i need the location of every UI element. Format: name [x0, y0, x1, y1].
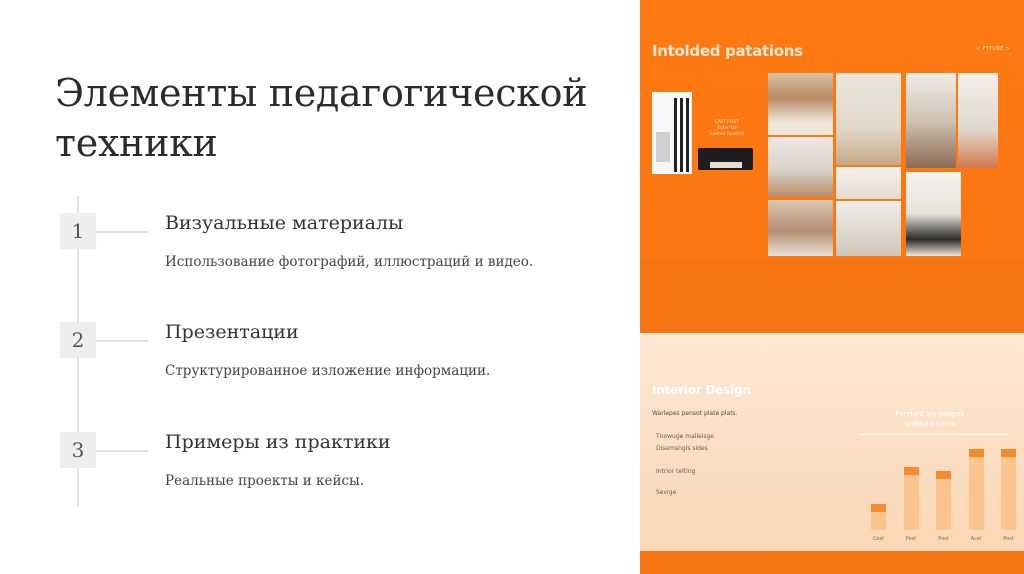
- mockup-list-item: Disemsngls sides: [656, 445, 708, 452]
- chart-rule: [858, 434, 1008, 435]
- chart-category-label: Post: [905, 536, 917, 542]
- step-connector: [96, 450, 148, 452]
- step-description: Реальные проекты и кейсы.: [165, 473, 365, 489]
- page-title: Элементы педагогической техники: [55, 71, 588, 165]
- interior-photo: [768, 137, 833, 197]
- interior-photo: [906, 172, 961, 256]
- mockup-title: Intolded patations: [652, 42, 803, 60]
- chart-bar-cap: [936, 471, 951, 479]
- step-number-badge: 2: [60, 322, 96, 358]
- step-description: Использование фотографий, иллюстраций и видео.: [165, 254, 534, 270]
- illustration-image: [640, 0, 1024, 574]
- chart-category-label: Cost: [872, 536, 885, 542]
- chart-bar-cap: [871, 504, 886, 512]
- step-connector: [96, 231, 148, 233]
- step-connector: [96, 340, 148, 342]
- step-description: Структурированное изложение информации.: [165, 363, 491, 379]
- interior-photo: [958, 73, 998, 168]
- mockup-list-item: Sevige: [656, 489, 677, 496]
- step-1: [0, 210, 640, 290]
- tablet-device: [698, 148, 753, 170]
- mockup-link: < FTTURE >: [976, 46, 1010, 52]
- mockup-list-item: Tnowuge malleisge: [656, 433, 715, 440]
- chart-bar: [1001, 449, 1016, 530]
- chart-category-label: Acst: [970, 536, 982, 542]
- interior-photo: [768, 200, 833, 256]
- step-heading: Визуальные материалы: [165, 212, 404, 234]
- chart-bar-cap: [904, 467, 919, 475]
- step-number-badge: 3: [60, 432, 96, 468]
- chart-bar: [936, 471, 951, 530]
- step-heading: Презентации: [165, 321, 299, 343]
- orange-mockup-section: [640, 0, 1024, 333]
- chart-bar: [904, 467, 919, 530]
- peach-mockup-section: [640, 333, 1024, 551]
- chart-category-label: Post: [1003, 536, 1014, 542]
- interior-photo: [768, 73, 833, 135]
- chart-category-label: Post: [938, 536, 949, 542]
- chart-bar: [969, 449, 984, 530]
- mockup-cta: CNIT POST Euler tet intered fasetott: [709, 120, 745, 137]
- interior-photo: [836, 73, 901, 165]
- orange-footer-band: [640, 551, 1024, 574]
- step-number-badge: 1: [60, 213, 96, 249]
- chart-title: Parelght xis proipds projecta neins: [895, 410, 965, 428]
- step-2: [0, 319, 640, 399]
- chart-bar-cap: [969, 449, 984, 457]
- mockup-caption: Warlepes pensot plate plats.: [652, 410, 738, 417]
- interior-photo: [836, 167, 901, 199]
- orange-band: [640, 258, 1024, 333]
- interior-photo: [836, 201, 901, 256]
- mockup-list-item: Intrior telting: [656, 468, 696, 475]
- mockup-subtitle: Interior Design: [652, 383, 751, 397]
- chart-bar-cap: [1001, 449, 1016, 457]
- step-heading: Примеры из практики: [165, 431, 391, 453]
- chart-bar: [871, 504, 886, 530]
- staircase-photo: [652, 92, 692, 174]
- step-3: [0, 429, 640, 509]
- interior-photo: [906, 73, 956, 168]
